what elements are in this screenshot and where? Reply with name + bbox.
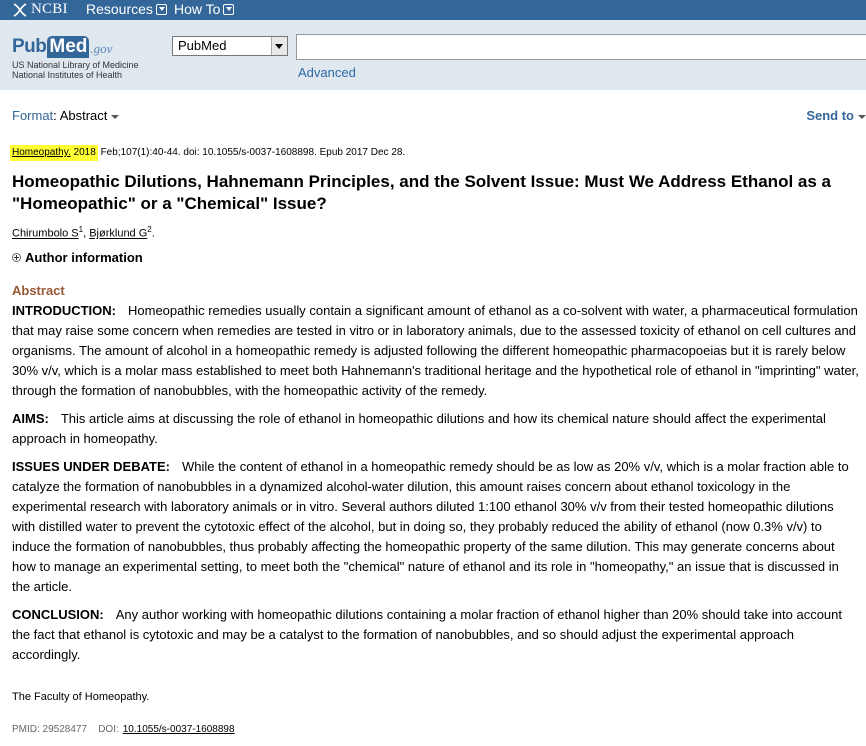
resources-menu[interactable]	[86, 1, 167, 17]
highlight	[10, 145, 98, 161]
format-label: Format	[12, 108, 54, 123]
logo-med: Med	[49, 36, 88, 57]
author-link[interactable]: Chirumbolo S	[12, 227, 79, 240]
database-selected: PubMed	[178, 38, 227, 53]
dropdown-arrow-icon	[271, 37, 287, 55]
logo-gov: .gov	[90, 41, 113, 56]
section-text: Any author working with homeopathic dilutions containing a molar fraction of ethanol higher than 20% should take into account the fact that ethanol is cytotoxic and may be a catalyst to the formation of nanobubbles, and so should adjust the experimental approach accordingly.	[12, 607, 842, 662]
ncbi-top-bar	[0, 0, 866, 20]
abstract-section	[12, 301, 860, 401]
section-label: INTRODUCTION:	[12, 303, 116, 318]
ncbi-logo[interactable]	[12, 1, 68, 18]
pmid: PMID: 29528477	[12, 724, 88, 735]
author-information-label: Author information	[25, 250, 143, 265]
search-input[interactable]	[296, 34, 866, 60]
doi-link[interactable]: 10.1055/s-0037-1608898	[122, 724, 235, 735]
database-select[interactable]	[172, 36, 288, 56]
pubmed-header	[0, 20, 866, 90]
abstract-section	[12, 605, 860, 665]
citation-details: Feb;107(1):40-44. doi: 10.1055/s-0037-1608898. Epub 2017 Dec 28.	[100, 147, 406, 158]
author-affiliation: 2	[147, 225, 152, 234]
ncbi-helix-icon	[12, 2, 28, 18]
pubmed-logo[interactable]	[12, 36, 112, 58]
author-link[interactable]: Bjørklund G	[89, 227, 148, 240]
author-information-toggle[interactable]	[12, 250, 143, 265]
ncbi-logo-text: NCBI	[31, 1, 68, 17]
nlm-text[interactable]	[12, 60, 139, 80]
format-value: Abstract	[59, 108, 108, 123]
author-list: Chirumbolo $S^1$, Bjørklund $G^2$.	[12, 225, 155, 240]
chevron-down-icon	[156, 4, 167, 15]
section-label: AIMS:	[12, 411, 49, 426]
chevron-down-icon	[223, 4, 234, 15]
nlm-line-2: National Institutes of Health	[12, 70, 123, 80]
journal-link[interactable]: Homeopathy.	[12, 147, 71, 158]
abstract-section	[12, 457, 860, 597]
send-to-menu[interactable]	[806, 108, 866, 123]
section-text: While the content of ethanol in a homeopathic remedy should be as low as 20% v/v, which is a molar fraction able to catalyze the formation of nanobubbles in a dynamized alcohol-water dilution, this amount raises concern about ethanol toxicology in the experimental research with laboratory animals or in vitro. Several authors diluted 1:100 ethanol 30% v/v from their tested homeopathic dilutions with distilled water to prevent the cytotoxic effect of the alcohol, but in doing so, they probably reduced the ability of ethanol (now 0.3% v/v) to induce the formation of nanobubbles, thus probably affecting the homeopathic property of the same dilution. This may generate concerns about how to manage an experimental setting, to meet both the "chemical" nature of ethanol and its role in "homeopathy," an issue that is discussed in the article.	[12, 459, 849, 594]
doi-label: DOI:	[98, 724, 119, 735]
send-to-label: Send to	[806, 108, 854, 123]
citation-year: 2018	[73, 147, 96, 158]
resources-label: Resources	[86, 1, 153, 17]
author-affiliation: 1	[78, 225, 84, 234]
section-label: CONCLUSION:	[12, 607, 104, 622]
citation-line	[12, 147, 405, 158]
caret-down-icon	[858, 115, 866, 119]
logo-pub: Pub	[12, 36, 47, 57]
format-colon: :	[53, 108, 60, 123]
abstract-heading: Abstract	[12, 283, 65, 298]
caret-down-icon	[111, 115, 119, 119]
nlm-line-1: US National Library of Medicine	[12, 60, 139, 70]
abstract-body	[12, 301, 860, 673]
section-text: This article aims at discussing the role of ethanol in homeopathic dilutions and how its chemical nature should affect the experimental approach in homeopathy.	[12, 411, 826, 446]
abstract-section	[12, 409, 860, 449]
identifier-line	[12, 724, 235, 735]
section-text: Homeopathic remedies usually contain a significant amount of ethanol as a co-solvent with water, a pharmaceutical formulation that may raise some concern when remedies are tested in vitro or in laboratory animals, due to the assessed toxicity of ethanol on cell cultures and organisms. The amount of alcohol in a homeopathic remedy is adjusted following the different homeopathic pharmacopoeias but it is rarely below 30% v/v, which is a molar mass established to meet both Hahnemann's traditional heritage and the hypothetical role of ethanol in "imprinting" water, through the formation of nanobubbles, with the homeopathic activity of the remedy.	[12, 303, 859, 398]
copyright-notice: The Faculty of Homeopathy.	[12, 691, 150, 703]
section-label: ISSUES UNDER DEBATE:	[12, 459, 170, 474]
format-selector[interactable]	[12, 108, 119, 123]
article-title: Homeopathic Dilutions, Hahnemann Principles, and the Solvent Issue: Must We Address Ethanol as a "Homeopathic" or a "Chemical" Issue?	[12, 172, 831, 213]
how-to-menu[interactable]	[174, 1, 234, 17]
advanced-search-link[interactable]: Advanced	[298, 65, 356, 80]
expand-plus-icon	[12, 253, 21, 262]
how-to-label: How To	[174, 1, 221, 17]
